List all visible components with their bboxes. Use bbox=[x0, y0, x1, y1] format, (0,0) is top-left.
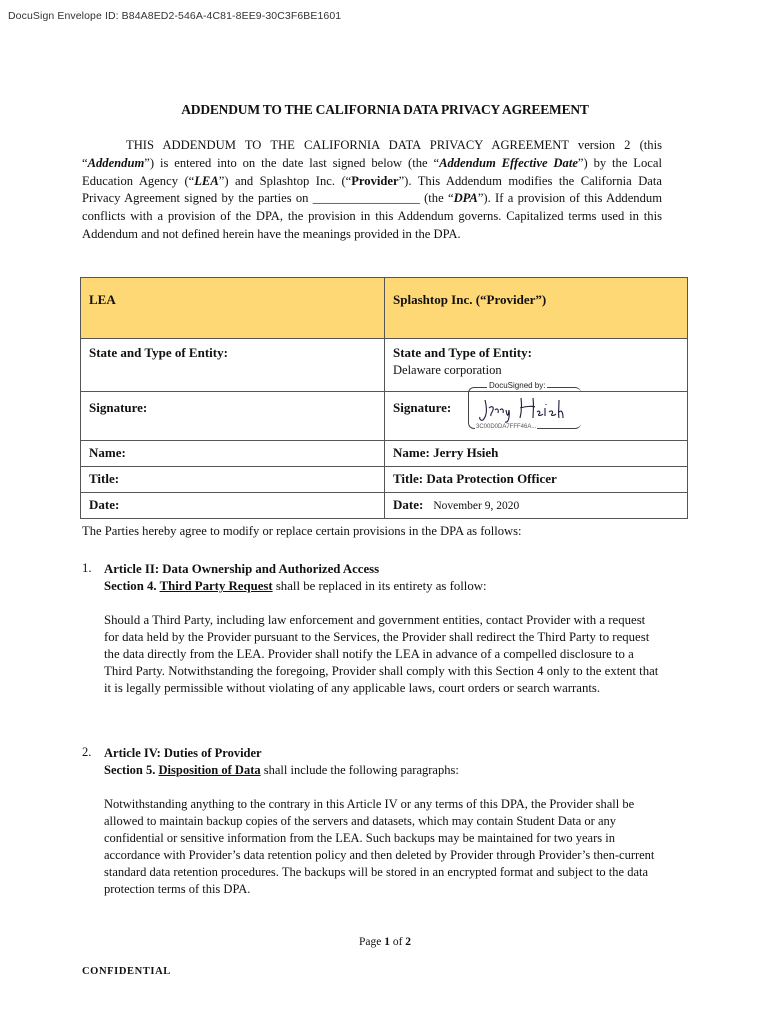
item-body bbox=[104, 561, 659, 697]
docusign-signature-box bbox=[468, 381, 581, 430]
article-heading: Article IV: Duties of Provider bbox=[104, 746, 262, 760]
provider-entity-label: State and Type of Entity: bbox=[393, 345, 532, 360]
provider-name: Name: Jerry Hsieh bbox=[385, 441, 688, 467]
agreement-line: The Parties hereby agree to modify or replace certain provisions in the DPA as follows: bbox=[82, 524, 522, 538]
item-number: 1. bbox=[82, 561, 92, 575]
provider-date-label: Date: bbox=[393, 497, 424, 512]
lea-title-label: Title: bbox=[81, 467, 385, 493]
provider-title: Title: Data Protection Officer bbox=[385, 467, 688, 493]
provider-signature-label: Signature: bbox=[385, 392, 688, 441]
signature-hash: 3C00D0DA7FFF46A... bbox=[476, 424, 537, 430]
article-heading: Article II: Data Ownership and Authorized Access bbox=[104, 562, 380, 576]
document-title: ADDENDUM TO THE CALIFORNIA DATA PRIVACY AGREEMENT bbox=[181, 102, 589, 117]
parties-table bbox=[80, 277, 688, 519]
docusign-envelope-id: DocuSign Envelope ID: B84A8ED2-546A-4C81-8EE9-30C3F6BE1601 bbox=[8, 10, 342, 22]
lea-header: LEA bbox=[81, 278, 385, 339]
table-row-title bbox=[81, 467, 688, 493]
table-header-row bbox=[81, 278, 688, 339]
lea-signature-label: Signature: bbox=[81, 392, 385, 441]
lea-entity-label: State and Type of Entity: bbox=[81, 339, 385, 392]
table-row-name bbox=[81, 441, 688, 467]
section-line: Section 4. Third Party Request shall be replaced in its entirety as follow: bbox=[104, 579, 487, 593]
lea-date-label: Date: bbox=[81, 493, 385, 519]
section-paragraph: Should a Third Party, including law enforcement and government entities, contact Provider with a request for data held by the Provider pursuant to the Services, the Provider shall redirect the Third Party to request the data directly from the LEA. Provider shall notify the LEA in advance of a compelled disclosure to a Third Party. Notwithstanding the foregoing, Provider shall comply with this Section 4 only to the extent that it is legally permissible without violating of any applicable laws, court orders or search warrants. bbox=[104, 613, 659, 695]
item-number: 2. bbox=[82, 745, 92, 759]
provider-date-value: November 9, 2020 bbox=[433, 500, 520, 512]
provider-date-cell bbox=[385, 493, 688, 519]
handwritten-signature-icon bbox=[477, 394, 569, 424]
table-row-entity bbox=[81, 339, 688, 392]
table-row-date bbox=[81, 493, 688, 519]
confidential-footer: CONFIDENTIAL bbox=[82, 966, 171, 977]
docusigned-by-caption: DocuSigned by: bbox=[489, 381, 546, 390]
section-line: Section 5. Disposition of Data shall include the following paragraphs: bbox=[104, 763, 459, 777]
section-paragraph: Notwithstanding anything to the contrary in this Article IV or any terms of this DPA, the Provider shall be allowed to maintain backup copies of the servers and datasets, which may contain Student Data or any confidential or sensitive information from the LEA. Such backups may be maintained for two years in accordance with Provider’s data retention policy and then deleted by Provider through Provider’s then-current standard data retention procedures. The backups will be stored in an encrypted format and subject to the data protection terms of this DPA. bbox=[104, 797, 655, 896]
intro-paragraph: THIS ADDENDUM TO THE CALIFORNIA DATA PRIVACY AGREEMENT version 2 (this “Addendum”) is entered into on the date last signed below (the “Addendum Effective Date”) by the Local Education Agency (“LEA”) and Splashtop Inc. (“Provider”). This Addendum modifies the California Data Privacy Agreement signed by the parties on _________________ (the “DPA”). If a provision of this Addendum conflicts with a provision of the DPA, the provision in this Addendum governs. Capitalized terms used in this Addendum and not defined herein have the meanings provided in the DPA. bbox=[82, 138, 662, 241]
provider-entity-value: Delaware corporation bbox=[393, 363, 502, 377]
table-row-signature bbox=[81, 392, 688, 441]
page-number: Page 1 of 2 bbox=[358, 936, 412, 948]
lea-name-label: Name: bbox=[81, 441, 385, 467]
provider-header: Splashtop Inc. (“Provider”) bbox=[385, 278, 688, 339]
item-body bbox=[104, 745, 659, 898]
